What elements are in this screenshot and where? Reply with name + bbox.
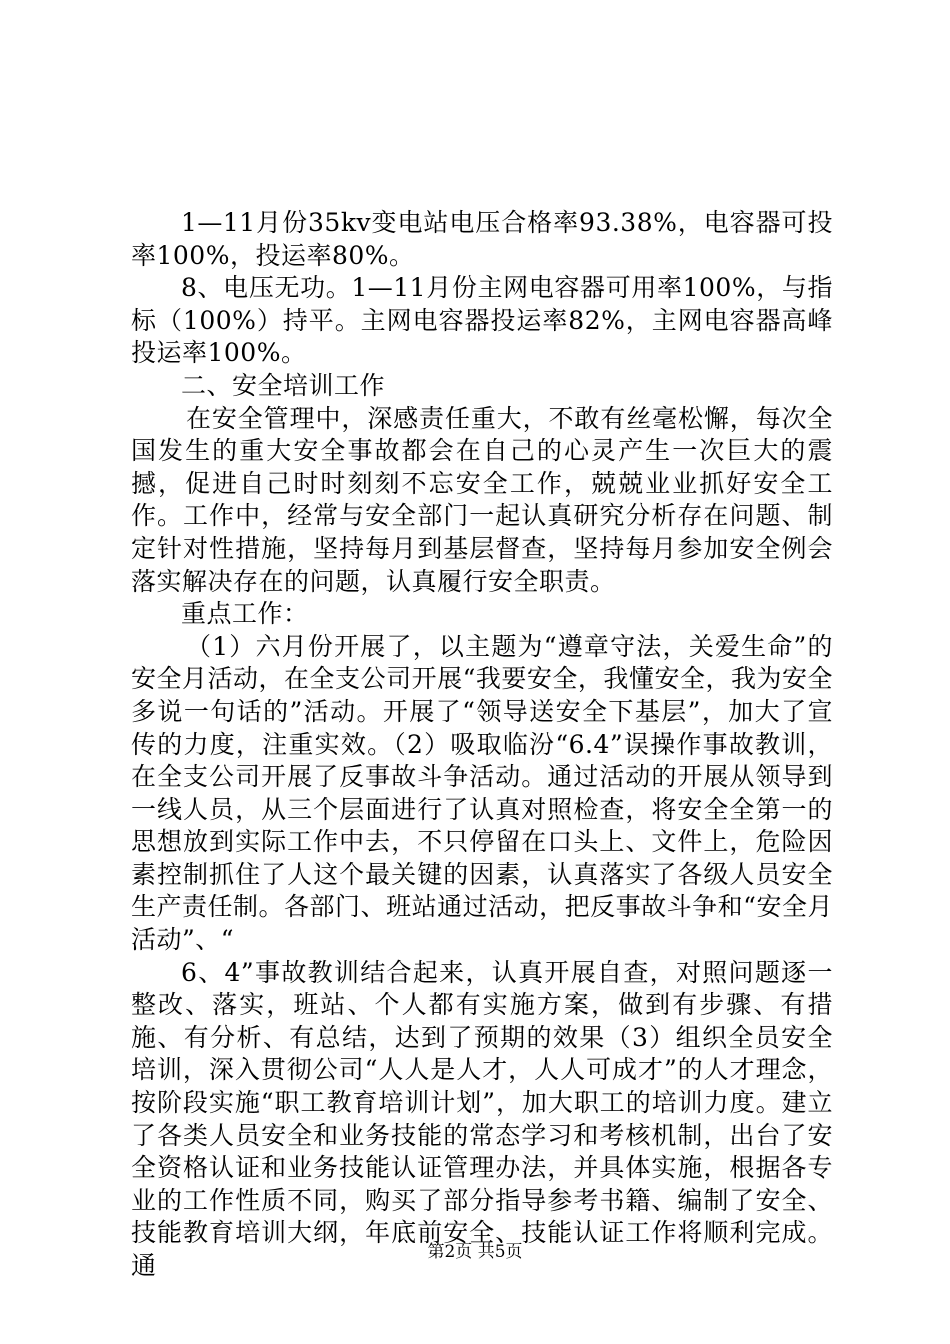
- subheading-key-work: 重点工作：: [181, 599, 309, 629]
- document-body: [131, 207, 833, 1283]
- paragraph-safety-management: 在安全管理中，深感责任重大，不敢有丝毫松懈，每次全国发生的重大安全事故都会在自己的心灵产生一次巨大的震撼，促进自己时时刻刻不忘安全工作，兢兢业业抓好安全工作。工作中，经常与安全部门一起认真研究分析存在问题、制定针对性措施，坚持每月到基层督查，坚持每月参加安全例会落实解决存在的问题，认真履行安全职责。: [131, 403, 833, 596]
- paragraph-substation-voltage: 1—11月份35kv变电站电压合格率93.38%，电容器可投率100%，投运率80%。: [131, 208, 833, 270]
- paragraph-key-work-3: 6、4”事故教训结合起来，认真开展自查，对照问题逐一整改、落实，班站、个人都有实施方案，做到有步骤、有措施、有分析、有总结，达到了预期的效果（3）组织全员安全培训，深入贯彻公司“人人是人才，人人可成才”的人才理念，按阶段实施“职工教育培训计划”，加大职工的培训力度。建立了各类人员安全和业务技能的常态学习和考核机制，出台了安全资格认证和业务技能认证管理办法，并具体实施，根据各专业的工作性质不同，购买了部分指导参考书籍、编制了安全、技能教育培训大纲，年底前安全、技能认证工作将顺利完成。通: [131, 957, 833, 1280]
- paragraph-key-work-1-2: （1）六月份开展了，以主题为“遵章守法，关爱生命”的安全月活动，在全支公司开展“我要安全，我懂安全，我为安全多说一句话的”活动。开展了“领导送安全下基层”，加大了宣传的力度，注重实效。（2）吸取临汾“6.4”误操作事故教训，在全支公司开展了反事故斗争活动。通过活动的开展从领导到一线人员，从三个层面进行了认真对照检查，将安全全第一的思想放到实际工作中去，不只停留在口头上、文件上，危险因素控制抓住了人这个最关键的因素，认真落实了各级人员安全生产责任制。各部门、班站通过活动，把反事故斗争和“安全月活动”、“: [131, 631, 833, 955]
- section-heading-safety-training: 二、安全培训工作: [181, 370, 386, 400]
- paragraph-voltage-reactive: 8、电压无功。1—11月份主网电容器可用率100%，与指标（100%）持平。主网电容器投运率82%，主网电容器高峰投运率100%。: [131, 273, 833, 368]
- page-number-footer: 第2页 共5页: [427, 1242, 523, 1262]
